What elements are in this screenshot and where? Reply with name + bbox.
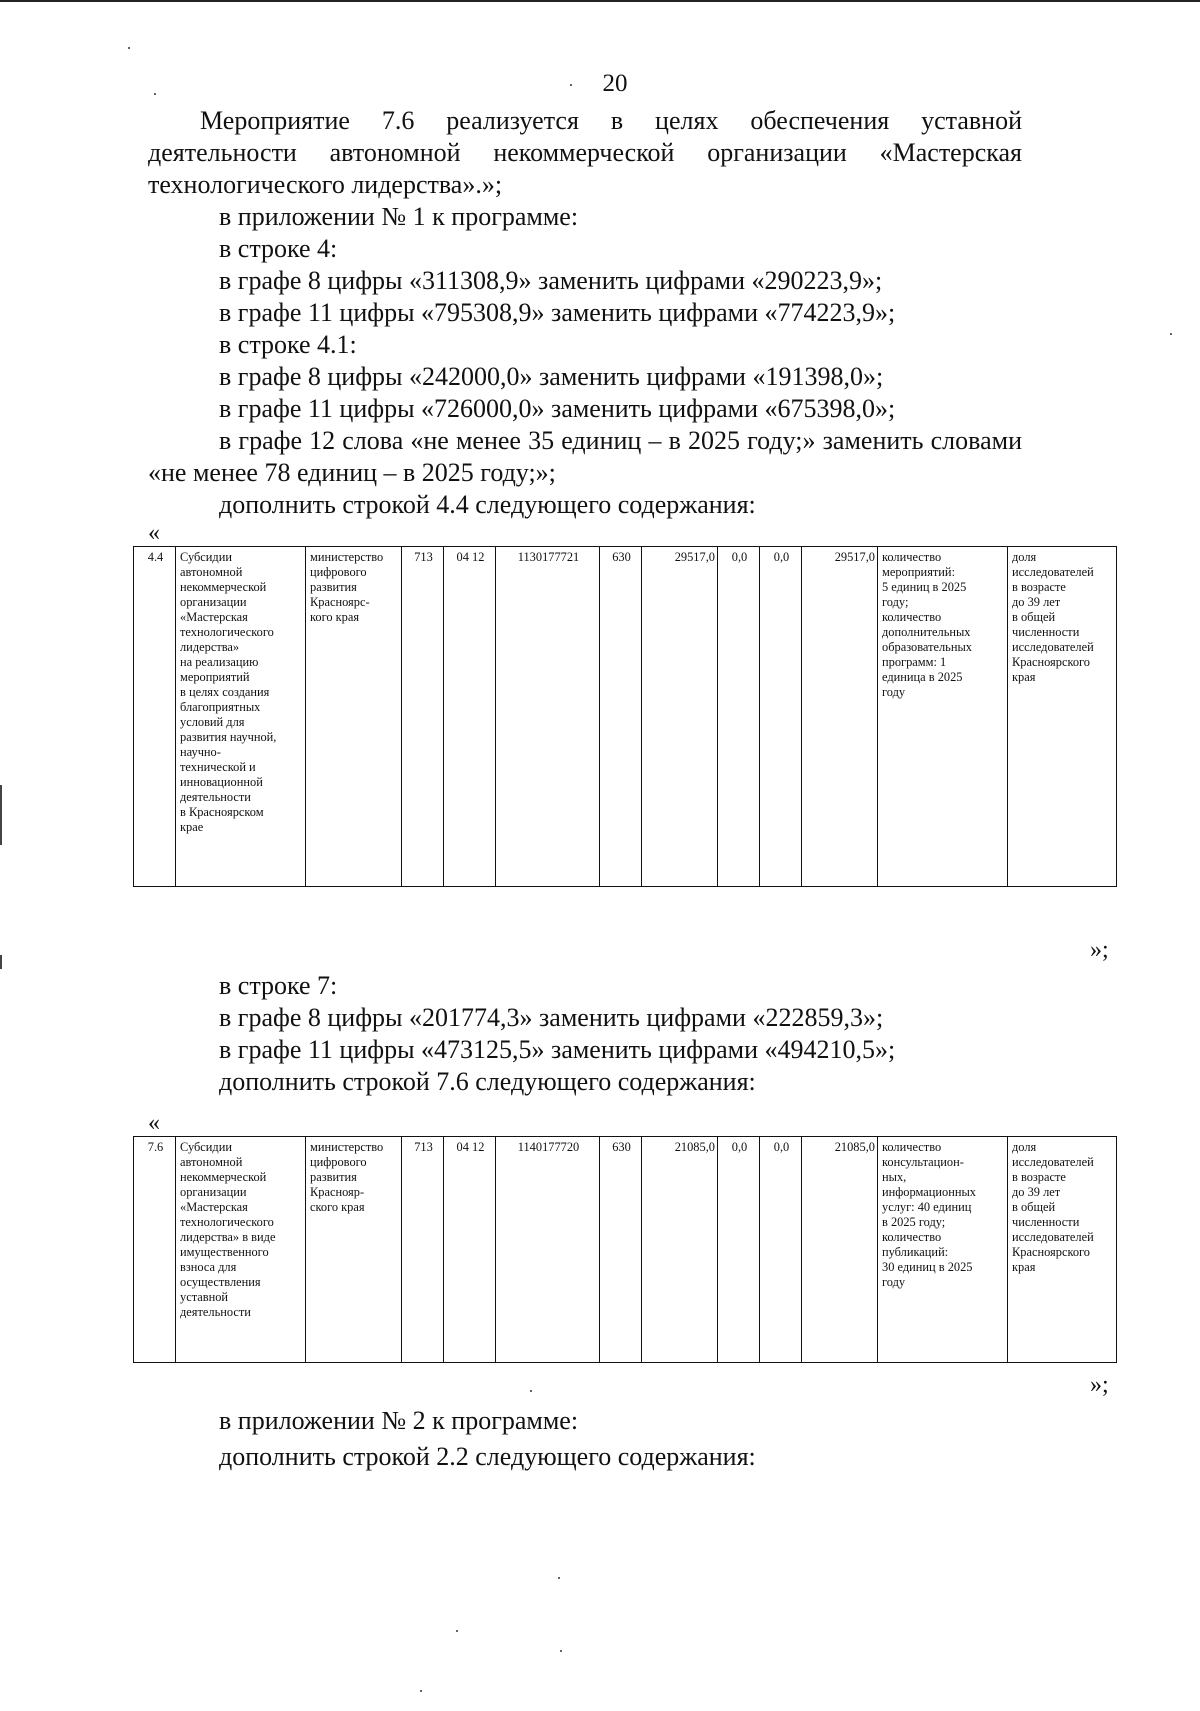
scan-speck — [1170, 333, 1172, 335]
scan-speck — [154, 93, 156, 95]
scan-speck — [456, 1630, 458, 1632]
paragraph-row-4-1-col-12: в графе 12 слова «не менее 35 единиц – в 2025 году;» заменить словами «не менее 78 единиц – в 2025 году;»; — [148, 426, 1022, 487]
cell-vr: 630 — [600, 1137, 642, 1363]
cell-row-number: 4.4 — [134, 547, 176, 887]
cell-amount-2026: 0,0 — [718, 547, 760, 887]
cell-amount-2027: 0,0 — [760, 1137, 802, 1363]
cell-amount-2025: 29517,0 — [642, 547, 718, 887]
cell-amount-2025: 21085,0 — [642, 1137, 718, 1363]
paragraph-measure-7-6: Мероприятие 7.6 реализуется в целях обеспечения уставной деятельности автономной некоммерческой организации «Мастерская технологического лидерства».»; — [148, 106, 1022, 199]
cell-amount-total: 29517,0 — [802, 547, 878, 887]
cell-measure-name: Субсидии автономной некоммерческой организации «Мастерская технологического лидерства» на реализацию мероприятий в целях создания благоприятных условий для развития научной, научно- технической и инновационной деятельности в Красноярском крае — [176, 547, 306, 887]
cell-amount-2027: 0,0 — [760, 547, 802, 887]
scan-speck — [560, 1650, 562, 1652]
paragraph-row-7: в строке 7: — [219, 971, 338, 1000]
cell-measure-name: Субсидии автономной некоммерческой организации «Мастерская технологического лидерства» в виде имущественного взноса для осуществления уставной деятельности — [176, 1137, 306, 1363]
cell-rzpr: 04 12 — [444, 547, 496, 887]
paragraph-row-4-1-col-8: в графе 8 цифры «242000,0» заменить цифрами «191398,0»; — [219, 362, 884, 391]
cell-rzpr: 04 12 — [444, 1137, 496, 1363]
scan-speck — [570, 84, 572, 86]
closing-quote: »; — [1090, 1372, 1109, 1398]
paragraph-add-row-4-4: дополнить строкой 4.4 следующего содержания: — [219, 490, 756, 519]
cell-expected-result: количество консультацион- ных, информационных услуг: 40 единиц в 2025 году; количество публикаций: 30 единиц в 2025 году — [878, 1137, 1008, 1363]
paragraph-appendix-1: в приложении № 1 к программе: — [219, 202, 579, 231]
cell-expected-result: количество мероприятий: 5 единиц в 2025 году; количество дополнительных образовательных программ: 1 единица в 2025 году — [878, 547, 1008, 887]
paragraph-row-4-col-11: в графе 11 цифры «795308,9» заменить цифрами «774223,9»; — [219, 298, 896, 327]
scan-speck — [128, 47, 130, 49]
page-number: 20 — [602, 70, 628, 97]
cell-grbs: 713 — [402, 547, 444, 887]
closing-quote: »; — [1090, 937, 1109, 963]
cell-ministry: министерство цифрового развития Красноярс- кого края — [306, 547, 402, 887]
scan-edge-mark — [0, 785, 2, 845]
paragraph-add-row-2-2: дополнить строкой 2.2 следующего содержания: — [219, 1442, 756, 1471]
table-row-4-4 — [133, 546, 1117, 887]
cell-indicator: доля исследователей в возрасте до 39 лет в общей численности исследователей Красноярского края — [1008, 1137, 1117, 1363]
scan-edge-mark — [0, 955, 2, 969]
cell-grbs: 713 — [402, 1137, 444, 1363]
cell-row-number: 7.6 — [134, 1137, 176, 1363]
cell-indicator: доля исследователей в возрасте до 39 лет в общей численности исследователей Красноярского края — [1008, 547, 1117, 887]
cell-csr: 1130177721 — [496, 547, 600, 887]
opening-quote: « — [148, 1110, 160, 1136]
paragraph-row-4-col-8: в графе 8 цифры «311308,9» заменить цифрами «290223,9»; — [219, 266, 883, 295]
paragraph-row-7-col-8: в графе 8 цифры «201774,3» заменить цифрами «222859,3»; — [219, 1003, 884, 1032]
paragraph-appendix-2: в приложении № 2 к программе: — [219, 1406, 579, 1435]
cell-csr: 1140177720 — [496, 1137, 600, 1363]
table-row-7-6 — [133, 1136, 1117, 1363]
paragraph-add-row-7-6: дополнить строкой 7.6 следующего содержания: — [219, 1067, 756, 1096]
paragraph-row-7-col-11: в графе 11 цифры «473125,5» заменить цифрами «494210,5»; — [219, 1035, 896, 1064]
cell-amount-2026: 0,0 — [718, 1137, 760, 1363]
paragraph-row-4-1-col-11: в графе 11 цифры «726000,0» заменить цифрами «675398,0»; — [219, 394, 896, 423]
opening-quote: « — [148, 520, 160, 546]
page-top-border — [0, 0, 1200, 2]
paragraph-row-4-1: в строке 4.1: — [219, 330, 357, 359]
paragraph-row-4: в строке 4: — [219, 234, 338, 263]
cell-ministry: министерство цифрового развития Краснояр- ского края — [306, 1137, 402, 1363]
scan-speck — [530, 1390, 532, 1392]
scan-speck — [420, 1690, 422, 1692]
cell-vr: 630 — [600, 547, 642, 887]
scan-speck — [558, 1577, 560, 1579]
cell-amount-total: 21085,0 — [802, 1137, 878, 1363]
